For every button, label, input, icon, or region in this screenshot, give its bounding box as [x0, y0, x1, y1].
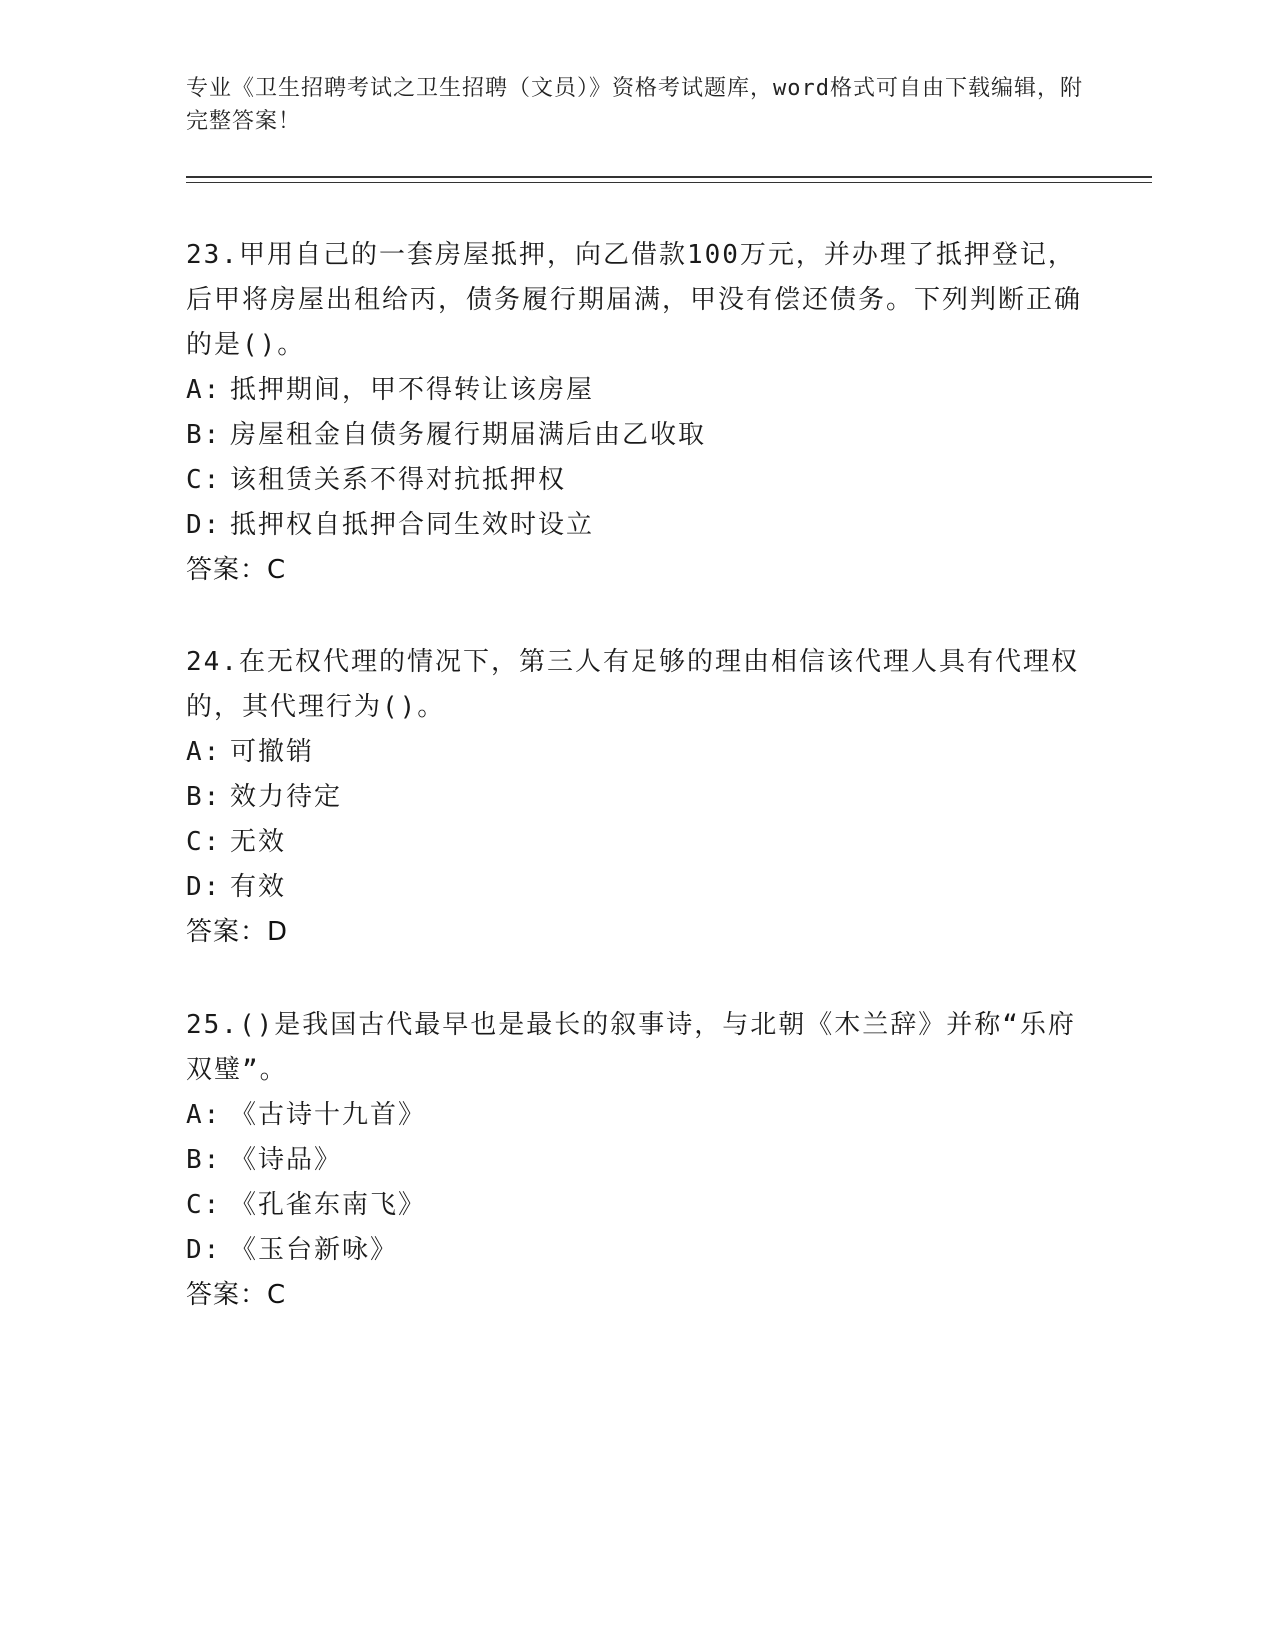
header-divider-bottom — [186, 182, 1152, 183]
question-stem: 25.()是我国古代最早也是最长的叙事诗，与北朝《木兰辞》并称“乐府双璧”。 — [186, 1010, 1076, 1085]
option-letter: C: — [186, 827, 222, 857]
option-c — [186, 820, 1086, 865]
option-c — [186, 458, 1086, 503]
option-text: 效力待定 — [230, 782, 343, 812]
option-text: 无效 — [230, 827, 287, 857]
option-text: 抵押权自抵押合同生效时设立 — [230, 510, 595, 540]
option-letter: A: — [186, 1100, 222, 1130]
option-letter: B: — [186, 1145, 222, 1175]
answer-line: 答案：C — [186, 1280, 287, 1310]
answer-line: 答案：C — [186, 555, 287, 585]
question-23 — [186, 233, 1086, 593]
option-text: 该租赁关系不得对抗抵押权 — [230, 465, 567, 495]
option-letter: D: — [186, 510, 222, 540]
answer-line: 答案：D — [186, 917, 289, 947]
option-text: 《诗品》 — [230, 1145, 343, 1175]
option-text: 房屋租金自债务履行期届满后由乙收取 — [230, 420, 707, 450]
question-stem: 23.甲用自己的一套房屋抵押，向乙借款100万元，并办理了抵押登记，后甲将房屋出租给丙，债务履行期届满，甲没有偿还债务。下列判断正确的是()。 — [186, 240, 1083, 360]
option-a — [186, 730, 1086, 775]
option-text: 可撤销 — [230, 737, 315, 767]
option-letter: B: — [186, 420, 222, 450]
option-letter: A: — [186, 737, 222, 767]
option-c — [186, 1183, 1086, 1228]
option-letter: A: — [186, 375, 222, 405]
question-25 — [186, 1003, 1086, 1318]
option-letter: C: — [186, 1190, 222, 1220]
header-divider-top — [186, 176, 1152, 178]
option-letter: C: — [186, 465, 222, 495]
option-d — [186, 503, 1086, 548]
option-text: 《古诗十九首》 — [230, 1100, 427, 1130]
option-letter: D: — [186, 872, 222, 902]
option-b — [186, 775, 1086, 820]
option-text: 《孔雀东南飞》 — [230, 1190, 427, 1220]
document-header: 专业《卫生招聘考试之卫生招聘（文员）》资格考试题库，word格式可自由下载编辑，附完整答案！ — [186, 76, 1083, 134]
option-text: 有效 — [230, 872, 287, 902]
option-a — [186, 1093, 1086, 1138]
question-24 — [186, 640, 1086, 955]
option-b — [186, 413, 1086, 458]
option-letter: B: — [186, 782, 222, 812]
option-a — [186, 368, 1086, 413]
question-stem: 24.在无权代理的情况下，第三人有足够的理由相信该代理人具有代理权的，其代理行为()。 — [186, 647, 1079, 722]
option-letter: D: — [186, 1235, 222, 1265]
option-text: 《玉台新咏》 — [230, 1235, 399, 1265]
option-d — [186, 865, 1086, 910]
option-text: 抵押期间，甲不得转让该房屋 — [230, 375, 595, 405]
option-d — [186, 1228, 1086, 1273]
option-b — [186, 1138, 1086, 1183]
